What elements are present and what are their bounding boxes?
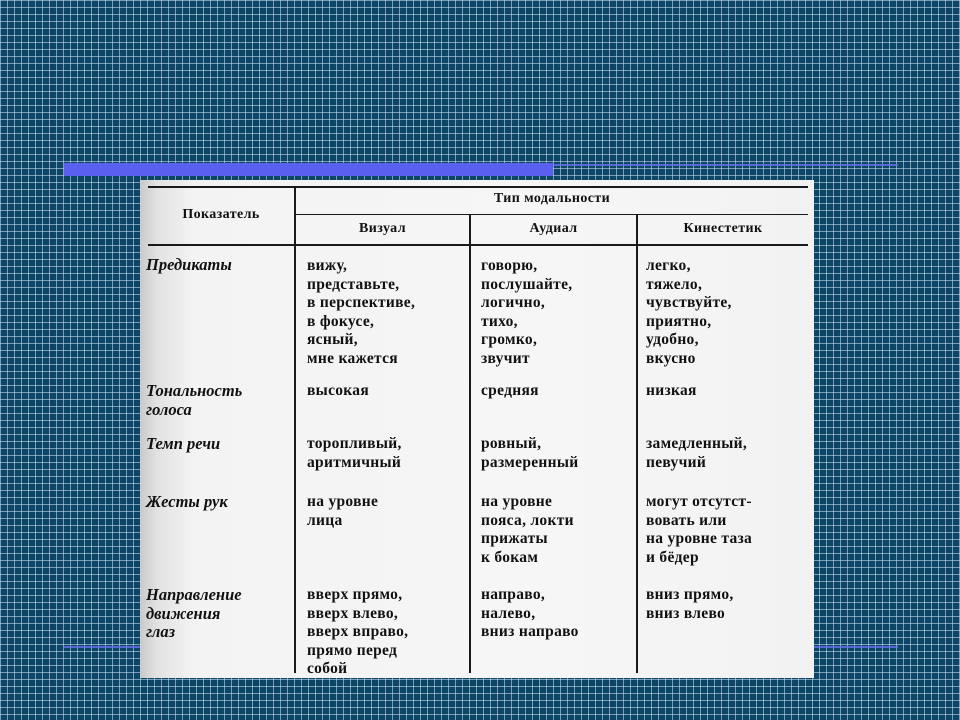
row-label-eye-movement: Направление движения глаз — [146, 585, 242, 642]
row-label-predicates: Предикаты — [146, 255, 232, 274]
cell-tempo-audial: ровный, размеренный — [481, 435, 579, 471]
footer-line-right — [814, 646, 898, 648]
modality-header-rule — [294, 214, 808, 215]
row-label-hand-gestures: Жесты рук — [146, 492, 228, 511]
cell-eyes-audial: направо, налево, вниз направо — [481, 586, 579, 641]
cell-predicates-visual: вижу, представьте, в перспективе, в фокусе, ясный, мне кажется — [307, 257, 416, 367]
column-divider-3 — [636, 214, 638, 673]
header-col-audial: Аудиал — [529, 221, 578, 236]
cell-gestures-kinesthetic: могут отсутст- вовать или на уровне таза и бёдер — [646, 493, 753, 566]
header-bottom-rule — [148, 244, 808, 246]
cell-gestures-visual: на уровне лица — [307, 493, 379, 529]
cell-eyes-visual: вверх прямо, вверх влево, вверх вправо, прямо перед собой — [307, 586, 409, 678]
cell-tonality-kinesthetic: низкая — [646, 382, 697, 399]
scanned-table-image — [140, 180, 814, 678]
header-col-kinesthetic: Кинестетик — [683, 221, 763, 236]
cell-predicates-audial: говорю, послушайте, логично, тихо, громко, звучит — [481, 257, 573, 367]
header-col-visual: Визуал — [359, 221, 406, 236]
cell-tempo-kinesthetic: замедленный, певучий — [646, 435, 747, 471]
cell-gestures-audial: на уровне пояса, локти прижаты к бокам — [481, 493, 574, 566]
header-modality-type: Тип модальности — [493, 191, 611, 206]
column-divider-2 — [469, 214, 471, 673]
row-label-voice-tonality: Тональность голоса — [146, 381, 243, 419]
cell-tempo-visual: торопливый, аритмичный — [307, 435, 402, 471]
cell-eyes-kinesthetic: вниз прямо, вниз влево — [646, 586, 734, 622]
title-accent-bar — [64, 163, 553, 176]
cell-tonality-visual: высокая — [307, 382, 370, 399]
row-label-speech-tempo: Темп речи — [146, 434, 221, 453]
column-divider-1 — [294, 188, 296, 673]
cell-predicates-kinesthetic: легко, тяжело, чувствуйте, приятно, удобно, вкусно — [646, 257, 732, 367]
header-indicator: Показатель — [182, 207, 260, 222]
cell-tonality-audial: средняя — [481, 382, 539, 399]
footer-line-left — [64, 646, 140, 648]
table-top-rule — [148, 186, 808, 188]
title-accent-line — [553, 164, 898, 166]
